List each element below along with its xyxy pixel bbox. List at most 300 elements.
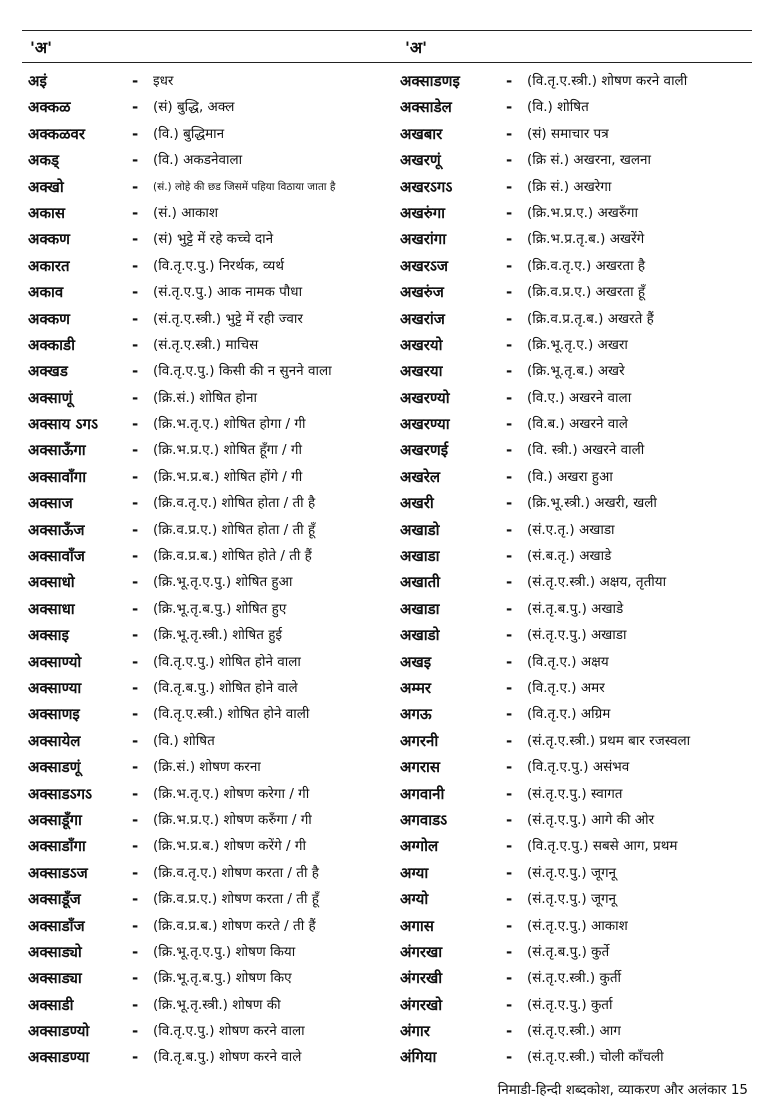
gloss: (वि.) शोषित	[153, 732, 215, 749]
gloss: (क्रि.भू.तृ.ए.पु.) शोषण किया	[153, 943, 296, 960]
headword: अकाव	[28, 283, 64, 302]
headword: अक्साड्या	[28, 969, 82, 988]
gloss: (वि.तृ.ए.पु.) शोषण करने वाला	[153, 1023, 305, 1040]
gloss: (सं.तृ.ए.पु.) अखाडा	[527, 627, 627, 644]
separator-dash: -	[506, 98, 513, 117]
gloss: (वि.तृ.ए.पु.) असंभव	[527, 759, 630, 776]
entry-row	[28, 807, 398, 833]
headword: अखरांगा	[400, 230, 447, 249]
left-column	[28, 68, 398, 1071]
entry-row	[400, 94, 755, 120]
headword: अखाती	[400, 573, 441, 592]
entry-row	[400, 833, 755, 859]
headword: अक्कळ	[28, 98, 71, 117]
separator-dash: -	[506, 256, 513, 275]
entry-row	[28, 754, 398, 780]
gloss: (क्रि.भ.तृ.ए.) शोषित होगा / गी	[153, 416, 306, 433]
entry-row	[28, 94, 398, 120]
entry-row	[28, 253, 398, 279]
entry-row	[28, 306, 398, 332]
headword: अकारत	[28, 256, 70, 275]
entry-row	[400, 358, 755, 384]
gloss: (क्रि.व.प्र.ए.) शोषित होता / ती हूँ	[153, 521, 316, 538]
headword: अंगिया	[400, 1048, 437, 1067]
headword: अक्साडाँज	[28, 916, 85, 935]
gloss: (वि.तृ.ए.) अग्रिम	[527, 706, 611, 723]
entry-row	[400, 411, 755, 437]
entry-row	[400, 437, 755, 463]
separator-dash: -	[506, 916, 513, 935]
gloss: (सं.तृ.ए.पु.) आकाश	[527, 917, 628, 934]
separator-dash: -	[506, 573, 513, 592]
entry-row	[400, 385, 755, 411]
gloss: (क्रि.भ.प्र.तृ.ब.) अखरेंगे	[527, 231, 645, 248]
separator-dash: -	[506, 335, 513, 354]
gloss: (सं.तृ.ए.पु.) कुर्ता	[527, 996, 613, 1013]
headword: अगरास	[400, 758, 441, 777]
headword: अखाडा	[400, 599, 440, 618]
headword: अक्काडी	[28, 335, 75, 354]
separator-dash: -	[506, 362, 513, 381]
gloss: (क्रि.व.प्र.ए.) अखरता हूँ	[527, 284, 646, 301]
separator-dash: -	[132, 203, 139, 222]
headword: अक्साणूं	[28, 388, 73, 407]
separator-dash: -	[506, 810, 513, 829]
headword: अक्साड्यो	[28, 942, 82, 961]
gloss: (क्रि सं.) अखरना, खलना	[527, 152, 652, 169]
entry-row	[400, 913, 755, 939]
gloss: (क्रि.भू.स्त्री.) अखरी, खली	[527, 495, 657, 512]
separator-dash: -	[506, 942, 513, 961]
gloss: (क्रि.सं.) शोषण करना	[153, 759, 261, 776]
separator-dash: -	[132, 678, 139, 697]
gloss: (वि.) अकडनेवाला	[153, 152, 243, 169]
entry-row	[28, 1044, 398, 1070]
headword: अंगरखा	[400, 942, 443, 961]
headword: अखरणूं	[400, 151, 441, 170]
entry-row	[28, 147, 398, 173]
entry-row	[28, 992, 398, 1018]
headword: अक्सायेल	[28, 731, 81, 750]
gloss: (वि.तृ.ए.पु.) सबसे आग, प्रथम	[527, 838, 678, 855]
gloss: (सं.तृ.ए.स्त्री.) भुट्टे में रही ज्वार	[153, 310, 303, 327]
headword: अक्खड	[28, 362, 68, 381]
separator-dash: -	[506, 415, 513, 434]
gloss: (क्रि.भू.तृ.स्त्री.) शोषण की	[153, 996, 281, 1013]
entry-row	[28, 174, 398, 200]
headword: अक्साडणूं	[28, 758, 81, 777]
headword: अक्साज	[28, 494, 73, 513]
separator-dash: -	[132, 256, 139, 275]
entry-row	[400, 649, 755, 675]
gloss: (सं.) आकाश	[153, 204, 219, 221]
separator-dash: -	[132, 1048, 139, 1067]
headword: अखबार	[400, 124, 443, 143]
separator-dash: -	[132, 124, 139, 143]
headword: अक्साडण्या	[28, 1048, 90, 1067]
headword: अक्साडी	[28, 995, 74, 1014]
separator-dash: -	[132, 810, 139, 829]
right-column-letter: 'अ'	[405, 38, 428, 57]
separator-dash: -	[506, 758, 513, 777]
entry-row	[28, 675, 398, 701]
entry-row	[400, 200, 755, 226]
headword: अम्मर	[400, 678, 432, 697]
separator-dash: -	[132, 72, 139, 90]
gloss: (वि.तृ.ए.पु.) निरर्थक, व्यर्थ	[153, 257, 284, 274]
entry-row	[400, 675, 755, 701]
left-column-letter: 'अ'	[30, 38, 53, 57]
gloss: (सं.ए.तृ.) अखाडा	[527, 521, 615, 538]
separator-dash: -	[506, 731, 513, 750]
separator-dash: -	[132, 98, 139, 117]
gloss: (सं.तृ.ए.स्त्री.) माचिस	[153, 336, 259, 353]
headword: अग्यो	[400, 890, 429, 909]
gloss: (वि.ब.) अखरने वाले	[527, 416, 628, 433]
separator-dash: -	[132, 547, 139, 566]
separator-dash: -	[132, 995, 139, 1014]
entry-row	[28, 411, 398, 437]
gloss: (क्रि.भू.तृ.ए.) अखरा	[527, 336, 628, 353]
right-column	[400, 68, 755, 1071]
gloss: (सं.तृ.ए.स्त्री.) कुर्ती	[527, 970, 622, 987]
headword: अकड्	[28, 151, 60, 170]
entry-row	[28, 332, 398, 358]
separator-dash: -	[132, 890, 139, 909]
entry-row	[400, 147, 755, 173]
entry-row	[400, 754, 755, 780]
headword: अक्साडेल	[400, 98, 452, 117]
entry-row	[400, 886, 755, 912]
headword: अखाडो	[400, 520, 440, 539]
gloss: (क्रि.व.प्र.ए.) शोषण करता / ती हूँ	[153, 891, 319, 908]
separator-dash: -	[506, 230, 513, 249]
separator-dash: -	[506, 441, 513, 460]
separator-dash: -	[506, 283, 513, 302]
headword: अक्साडूँज	[28, 890, 81, 909]
gloss: (सं.) लोहे की छड जिसमें पहिया विठाया जाता है	[153, 180, 336, 193]
headword: अक्साडूँगा	[28, 810, 82, 829]
separator-dash: -	[506, 890, 513, 909]
separator-dash: -	[132, 626, 139, 645]
gloss: (वि.) अखरा हुआ	[527, 468, 613, 485]
headword: अक्सावाँज	[28, 547, 85, 566]
headword: अंगरखो	[400, 995, 443, 1014]
headword: अक्साडऽज	[28, 863, 88, 882]
entry-row	[28, 226, 398, 252]
separator-dash: -	[132, 863, 139, 882]
separator-dash: -	[132, 837, 139, 856]
separator-dash: -	[506, 177, 513, 196]
separator-dash: -	[132, 705, 139, 724]
entry-row	[400, 596, 755, 622]
entry-row	[28, 649, 398, 675]
separator-dash: -	[132, 467, 139, 486]
headword: अगरनी	[400, 731, 439, 750]
entry-row	[28, 200, 398, 226]
headword: अखरेल	[400, 467, 441, 486]
headword: अखरी	[400, 494, 434, 513]
headword: अक्साण्यो	[28, 652, 82, 671]
separator-dash: -	[506, 652, 513, 671]
separator-dash: -	[132, 969, 139, 988]
entry-row	[28, 701, 398, 727]
headword: अगवानी	[400, 784, 445, 803]
separator-dash: -	[132, 573, 139, 592]
entry-row	[400, 253, 755, 279]
separator-dash: -	[132, 335, 139, 354]
gloss: (क्रि.भ.प्र.ब.) शोषित होंगे / गी	[153, 468, 303, 485]
headword: अग्गोल	[400, 837, 439, 856]
entry-row	[400, 68, 755, 94]
entry-row	[28, 464, 398, 490]
separator-dash: -	[132, 230, 139, 249]
separator-dash: -	[506, 547, 513, 566]
headword: अंगार	[400, 1022, 430, 1041]
separator-dash: -	[132, 177, 139, 196]
headword: अक्खो	[28, 177, 64, 196]
gloss: (वि.) बुद्धिमान	[153, 125, 225, 142]
separator-dash: -	[506, 995, 513, 1014]
headword: अखरुंगा	[400, 203, 446, 222]
entry-row	[28, 886, 398, 912]
gloss: इधर	[153, 73, 174, 89]
headword: अगास	[400, 916, 434, 935]
gloss: (सं.तृ.ब.पु.) अखाडे	[527, 600, 624, 617]
headword: अखरण्या	[400, 415, 450, 434]
gloss: (क्रि सं.) अखरेगा	[527, 178, 612, 195]
separator-dash: -	[506, 705, 513, 724]
entry-row	[28, 569, 398, 595]
gloss: (क्रि.व.प्र.ब.) शोषण करते / ती हैं	[153, 917, 316, 934]
gloss: (सं) भुट्टे में रहे कच्चे दाने	[153, 231, 274, 248]
gloss: (वि.तृ.ए.पु.) किसी की न सुनने वाला	[153, 363, 332, 380]
entry-row	[28, 385, 398, 411]
entry-row	[400, 781, 755, 807]
entry-row	[28, 358, 398, 384]
separator-dash: -	[506, 784, 513, 803]
entry-row	[400, 174, 755, 200]
headword: अक्साऊँज	[28, 520, 85, 539]
top-rule	[22, 30, 752, 31]
separator-dash: -	[132, 916, 139, 935]
gloss: (क्रि.व.प्र.तृ.ब.) अखरते हैं	[527, 310, 654, 327]
entry-row	[400, 728, 755, 754]
gloss: (क्रि.भू.तृ.ब.) अखरे	[527, 363, 625, 380]
entry-row	[28, 965, 398, 991]
gloss: (सं.तृ.ए.पु.) आगे की ओर	[527, 811, 655, 828]
entry-row	[28, 913, 398, 939]
headword: अंगरखी	[400, 969, 443, 988]
headword: अखरुंज	[400, 283, 444, 302]
entry-row	[28, 939, 398, 965]
entry-row	[400, 569, 755, 595]
gloss: (क्रि.व.तृ.ए.) शोषित होता / ती है	[153, 495, 316, 512]
entry-row	[400, 306, 755, 332]
page-footer: निमाडी-हिन्दी शब्दकोश, व्याकरण और अलंकार 15	[497, 1082, 748, 1098]
entry-row	[400, 121, 755, 147]
separator-dash: -	[506, 388, 513, 407]
gloss: (सं.तृ.ए.स्त्री.) आग	[527, 1023, 621, 1040]
gloss: (क्रि.भू.तृ.ए.पु.) शोषित हुआ	[153, 574, 293, 591]
headword: अक्साधो	[28, 573, 75, 592]
separator-dash: -	[506, 1022, 513, 1041]
entry-row	[28, 1018, 398, 1044]
headword: अक्साऊँगा	[28, 441, 86, 460]
gloss: (क्रि.व.प्र.ब.) शोषित होते / ती हैं	[153, 548, 312, 565]
headword: अखरयो	[400, 335, 443, 354]
separator-dash: -	[132, 942, 139, 961]
headword: अखाडो	[400, 626, 440, 645]
gloss: (क्रि.भू.तृ.ब.पु.) शोषित हुए	[153, 600, 287, 617]
entry-row	[400, 279, 755, 305]
entry-row	[28, 728, 398, 754]
headword: अक्कण	[28, 230, 71, 249]
separator-dash: -	[506, 520, 513, 539]
separator-dash: -	[506, 494, 513, 513]
gloss: (वि.तृ.ब.पु.) शोषण करने वाले	[153, 1049, 302, 1066]
separator-dash: -	[132, 520, 139, 539]
separator-dash: -	[132, 309, 139, 328]
entry-row	[400, 332, 755, 358]
headword: अखरणई	[400, 441, 449, 460]
entry-row	[400, 701, 755, 727]
headword: अखरांज	[400, 309, 445, 328]
separator-dash: -	[132, 652, 139, 671]
gloss: (क्रि.भ.तृ.ए.) शोषण करेगा / गी	[153, 785, 310, 802]
separator-dash: -	[132, 758, 139, 777]
separator-dash: -	[506, 863, 513, 882]
gloss: (वि.ए.) अखरने वाला	[527, 389, 632, 406]
entry-row	[400, 965, 755, 991]
gloss: (वि.) शोषित	[527, 99, 589, 116]
separator-dash: -	[132, 731, 139, 750]
headword: अखाडा	[400, 547, 440, 566]
headword: अक्साय ऽगऽ	[28, 415, 98, 434]
entry-row	[28, 490, 398, 516]
gloss: (क्रि.सं.) शोषित होना	[153, 389, 258, 406]
entry-row	[400, 807, 755, 833]
headword: अखइ	[400, 652, 432, 671]
entry-row	[28, 517, 398, 543]
entry-row	[28, 833, 398, 859]
gloss: (क्रि.भू.तृ.स्त्री.) शोषित हुई	[153, 627, 282, 644]
separator-dash: -	[506, 1048, 513, 1067]
separator-dash: -	[506, 203, 513, 222]
header-rule	[22, 62, 752, 63]
gloss: (सं.तृ.ए.पु.) स्वागत	[527, 785, 623, 802]
gloss: (क्रि.भ.प्र.ए.) शोषण करुँगा / गी	[153, 811, 312, 828]
gloss: (क्रि.भू.तृ.ब.पु.) शोषण किए	[153, 970, 292, 987]
entry-row	[400, 464, 755, 490]
entry-row	[28, 437, 398, 463]
gloss: (वि.तृ.ए.पु.) शोषित होने वाला	[153, 653, 301, 670]
entry-row	[28, 622, 398, 648]
entry-row	[400, 860, 755, 886]
separator-dash: -	[506, 599, 513, 618]
separator-dash: -	[132, 494, 139, 513]
gloss: (सं) बुद्धि, अक्ल	[153, 99, 235, 116]
entry-row	[400, 1044, 755, 1070]
headword: अक्कण	[28, 309, 71, 328]
gloss: (वि.तृ.ए.) अमर	[527, 679, 605, 696]
entry-row	[28, 279, 398, 305]
headword: अक्साण्या	[28, 678, 82, 697]
gloss: (वि.तृ.ए.स्त्री.) शोषित होने वाली	[153, 706, 310, 723]
entry-row	[400, 543, 755, 569]
headword: अक्साडाँगा	[28, 837, 86, 856]
gloss: (क्रि.भ.प्र.ए.) अखरुँगा	[527, 204, 639, 221]
headword: अक्साडण्यो	[28, 1022, 90, 1041]
gloss: (वि.तृ.ए.) अक्षय	[527, 653, 609, 670]
separator-dash: -	[132, 388, 139, 407]
entry-row	[28, 68, 398, 94]
headword: अगऊ	[400, 705, 432, 724]
gloss: (सं.तृ.ए.पु.) जूगनू	[527, 864, 617, 881]
gloss: (सं.तृ.ए.पु.) आक नामक पौधा	[153, 284, 303, 301]
headword: अग्या	[400, 863, 429, 882]
gloss: (सं.तृ.ए.स्त्री.) प्रथम बार रजस्वला	[527, 732, 691, 749]
entry-row	[28, 596, 398, 622]
separator-dash: -	[132, 283, 139, 302]
gloss: (सं.तृ.ब.पु.) कुर्ते	[527, 943, 610, 960]
gloss: (सं.तृ.ए.स्त्री.) चोली काँचली	[527, 1049, 664, 1066]
gloss: (सं.ब.तृ.) अखाडे	[527, 548, 612, 565]
headword: अक्साधा	[28, 599, 75, 618]
gloss: (सं) समाचार पत्र	[527, 125, 609, 142]
headword: अखरया	[400, 362, 443, 381]
separator-dash: -	[506, 837, 513, 856]
gloss: (क्रि.भ.प्र.ए.) शोषित हूँगा / गी	[153, 442, 302, 459]
gloss: (सं.तृ.ए.स्त्री.) अक्षय, तृतीया	[527, 574, 667, 591]
separator-dash: -	[506, 151, 513, 170]
headword: अखरऽगऽ	[400, 177, 453, 196]
gloss: (क्रि.व.तृ.ए.) अखरता है	[527, 257, 646, 274]
headword: अक्कळवर	[28, 124, 86, 143]
entry-row	[400, 939, 755, 965]
entry-row	[400, 226, 755, 252]
headword: अक्सावाँगा	[28, 467, 87, 486]
headword: अक्साडणइ	[400, 72, 460, 90]
entry-row	[28, 121, 398, 147]
separator-dash: -	[132, 441, 139, 460]
entry-row	[400, 992, 755, 1018]
entry-row	[400, 1018, 755, 1044]
separator-dash: -	[132, 151, 139, 170]
entry-row	[28, 781, 398, 807]
headword: अखरण्यो	[400, 388, 450, 407]
headword: अइं	[28, 72, 47, 90]
gloss: (क्रि.व.तृ.ए.) शोषण करता / ती है	[153, 864, 319, 881]
separator-dash: -	[132, 784, 139, 803]
headword: अगवाडऽ	[400, 810, 448, 829]
separator-dash: -	[506, 72, 513, 90]
gloss: (क्रि.भ.प्र.ब.) शोषण करेंगे / गी	[153, 838, 306, 855]
entry-row	[28, 543, 398, 569]
separator-dash: -	[506, 626, 513, 645]
separator-dash: -	[506, 678, 513, 697]
separator-dash: -	[506, 969, 513, 988]
headword: अक्साइ	[28, 626, 69, 645]
separator-dash: -	[506, 309, 513, 328]
gloss: (वि.तृ.ए.स्त्री.) शोषण करने वाली	[527, 73, 688, 89]
separator-dash: -	[132, 362, 139, 381]
entry-row	[400, 490, 755, 516]
entry-row	[28, 860, 398, 886]
separator-dash: -	[506, 467, 513, 486]
separator-dash: -	[506, 124, 513, 143]
gloss: (वि. स्त्री.) अखरने वाली	[527, 442, 645, 459]
